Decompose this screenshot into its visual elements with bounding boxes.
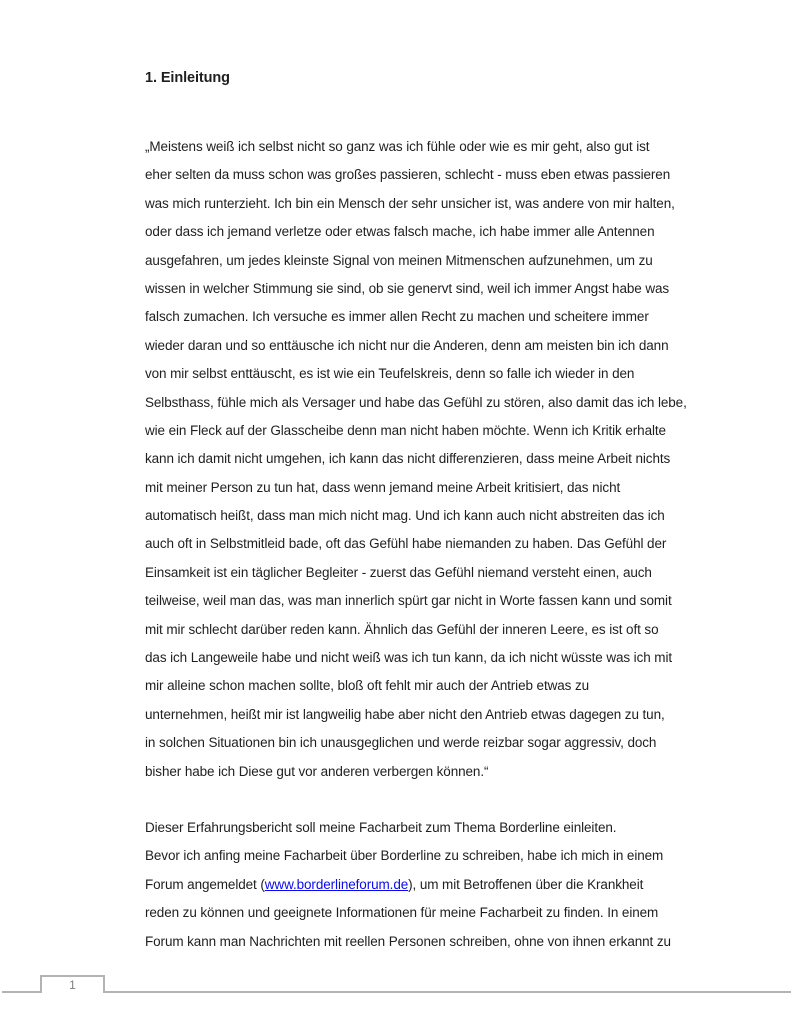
- link-line-after: ), um mit Betroffenen über die Krankheit: [408, 876, 644, 892]
- text-line: automatisch heißt, dass man mich nicht mag. Und ich kann auch nicht abstreiten das ich: [145, 508, 665, 524]
- document-page: [145, 68, 720, 956]
- text-line: wissen in welcher Stimmung sie sind, ob sie genervt sind, weil ich immer Angst habe was: [145, 280, 670, 296]
- text-line: oder dass ich jemand verletze oder etwas falsch mache, ich habe immer alle Antennen: [145, 224, 655, 240]
- text-line: von mir selbst enttäuscht, es ist wie ein Teufelskreis, denn so falle ich wieder in den: [145, 366, 635, 382]
- page-number-box: [40, 975, 105, 993]
- text-line: ausgefahren, um jedes kleinste Signal von meinen Mitmenschen aufzunehmen, um zu: [145, 252, 653, 268]
- link-line: [145, 871, 720, 899]
- borderlineforum-link[interactable]: www.borderlineforum.de: [264, 876, 409, 892]
- text-line: eher selten da muss schon was großes passieren, schlecht - muss eben etwas passieren: [145, 167, 671, 183]
- text-line: Dieser Erfahrungsbericht soll meine Facharbeit zum Thema Borderline einleiten.: [145, 819, 617, 835]
- text-line: was mich runterzieht. Ich bin ein Mensch der sehr unsicher ist, was andere von mir halten,: [145, 195, 675, 211]
- closing-paragraph-top: [145, 814, 720, 871]
- footer-rule-left: [2, 991, 40, 993]
- link-line-before: Forum angemeldet (: [145, 876, 265, 892]
- text-line: Forum kann man Nachrichten mit reellen Personen schreiben, ohne von ihnen erkannt zu: [145, 933, 671, 949]
- quote-paragraph: [145, 133, 720, 786]
- text-line: das ich Langeweile habe und nicht weiß was ich tun kann, da ich nicht wüsste was ich mit: [145, 650, 672, 666]
- text-line: wie ein Fleck auf der Glasscheibe denn man nicht haben möchte. Wenn ich Kritik erhalte: [145, 422, 666, 438]
- text-line: Bevor ich anfing meine Facharbeit über Borderline zu schreiben, habe ich mich in einem: [145, 848, 664, 864]
- text-line: auch oft in Selbstmitleid bade, oft das Gefühl habe niemanden zu haben. Das Gefühl der: [145, 536, 667, 552]
- text-line: wieder daran und so enttäusche ich nicht nur die Anderen, denn am meisten bin ich dann: [145, 337, 669, 353]
- text-line: „Meistens weiß ich selbst nicht so ganz was ich fühle oder wie es mir geht, also gut ist: [145, 139, 650, 154]
- section-heading: 1. Einleitung: [145, 70, 230, 86]
- text-line: teilweise, weil man das, was man innerlich spürt gar nicht in Worte fassen kann und somit: [145, 593, 672, 609]
- text-line: in solchen Situationen bin ich unausgeglichen und werde reizbar sogar aggressiv, doch: [145, 735, 657, 751]
- text-line: bisher habe ich Diese gut vor anderen verbergen können.“: [145, 763, 489, 779]
- footer-rule-right: [105, 991, 791, 993]
- text-line: mir alleine schon machen sollte, bloß oft fehlt mir auch der Antrieb etwas zu: [145, 678, 590, 694]
- closing-paragraph-bottom: [145, 899, 720, 956]
- closing-paragraph: [145, 814, 720, 956]
- page-number: 1: [69, 978, 76, 992]
- text-line: Selbsthass, fühle mich als Versager und habe das Gefühl zu stören, also damit das ich lebe,: [145, 394, 687, 410]
- text-line: mit mir schlecht darüber reden kann. Ähnlich das Gefühl der inneren Leere, es ist oft so: [145, 621, 659, 637]
- text-line: falsch zumachen. Ich versuche es immer allen Recht zu machen und scheitere immer: [145, 309, 649, 325]
- text-line: kann ich damit nicht umgehen, ich kann das nicht differenzieren, dass meine Arbeit nichts: [145, 451, 671, 467]
- text-line: mit meiner Person zu tun hat, dass wenn jemand meine Arbeit kritisiert, das nicht: [145, 479, 621, 495]
- text-line: unternehmen, heißt mir ist langweilig habe aber nicht den Antrieb etwas dagegen zu tun,: [145, 706, 665, 722]
- text-line: Einsamkeit ist ein täglicher Begleiter - zuerst das Gefühl niemand versteht einen, auch: [145, 564, 652, 580]
- text-line: reden zu können und geeignete Informationen für meine Facharbeit zu finden. In einem: [145, 905, 659, 921]
